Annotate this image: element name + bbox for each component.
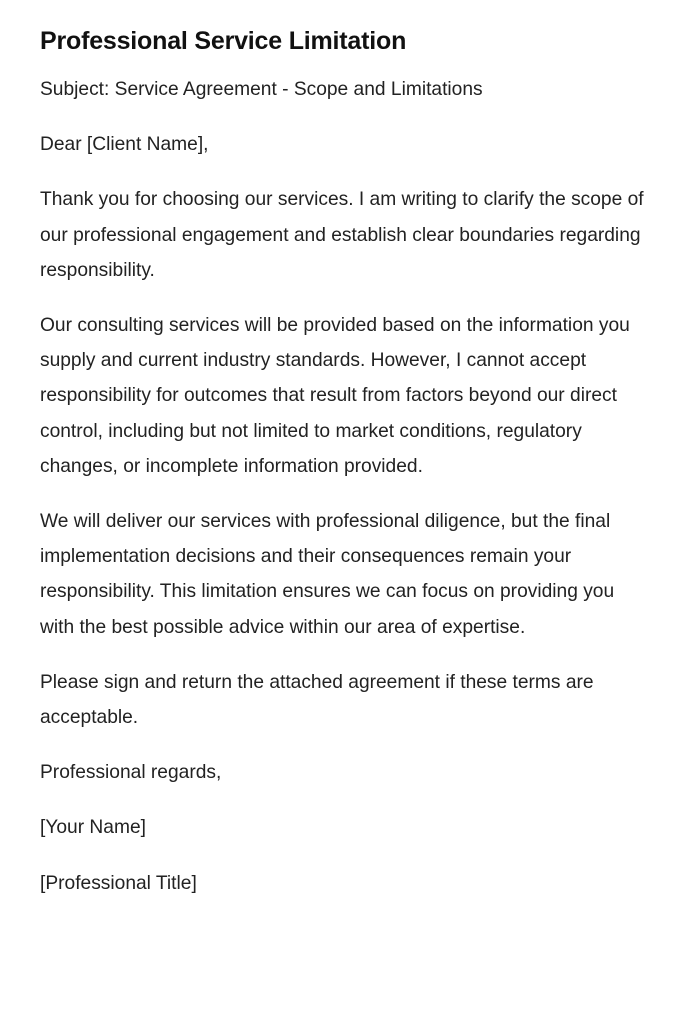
signer-title: [Professional Title] <box>40 872 197 894</box>
signer-name: [Your Name] <box>40 817 146 839</box>
body-paragraph-request: Please sign and return the attached agreement if these terms are acceptable. <box>40 671 594 729</box>
subject-line: Subject: Service Agreement - Scope and Limitations <box>40 79 483 100</box>
body-paragraph-responsibility: We will deliver our services with professional diligence, but the final implementation decisions and their consequences remain your responsibility. This limitation ensures we can focus on providing you with the best possible advice within our area of expertise. <box>40 511 615 638</box>
page-title: Professional Service Limitation <box>40 27 407 55</box>
closing: Professional regards, <box>40 762 222 784</box>
salutation: Dear [Client Name], <box>40 134 209 156</box>
body-paragraph-limitations: Our consulting services will be provided based on the information you supply and current industry standards. However, I cannot accept responsibility for outcomes that result from factors beyond our direct control, including but not limited to market conditions, regulatory changes, or incomplete information provided. <box>40 315 630 477</box>
body-paragraph-intro: Thank you for choosing our services. I am writing to clarify the scope of our professional engagement and establish clear boundaries regarding responsibility. <box>40 189 644 281</box>
